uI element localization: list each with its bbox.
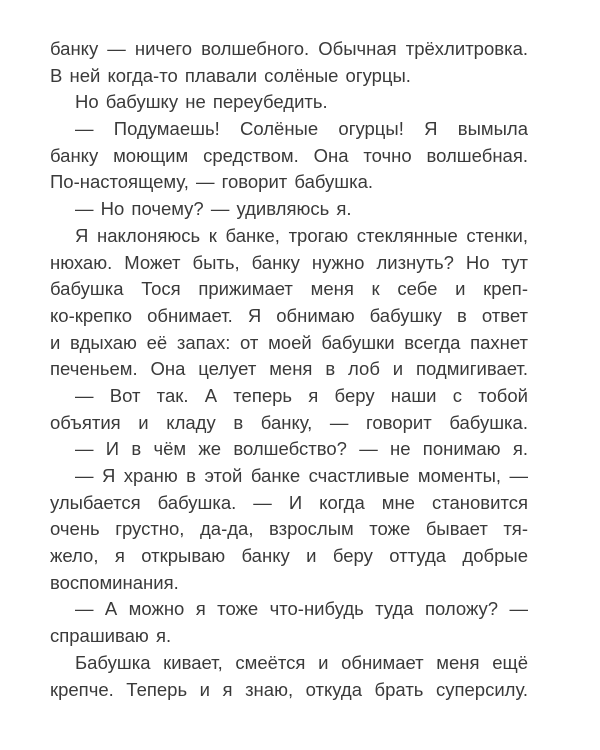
text-line: улыбается бабушка. — И когда мне становится xyxy=(50,491,528,513)
text-line: банку — ничего волшебного. Обычная трёхлитровка. xyxy=(50,38,528,59)
text-line: — И в чём же волшебство? — не понимаю я. xyxy=(75,438,528,460)
text-line: банку моющим средством. Она точно волшебная. xyxy=(50,144,528,166)
text-line: В ней когда-то плавали солёные огурцы. xyxy=(50,64,411,86)
text-line: и вдыхаю её запах: от моей бабушки всегда пахнет xyxy=(50,331,528,353)
text-line: — Подумаешь! Солёные огурцы! Я вымыла xyxy=(75,118,528,140)
text-line: ко-крепко обнимает. Я обнимаю бабушку в ответ xyxy=(50,304,528,326)
text-line: спрашиваю я. xyxy=(50,625,172,647)
text-line: объятия и кладу в банку, — говорит бабушка. xyxy=(50,411,528,433)
text-line: — Но почему? — удивляюсь я. xyxy=(75,198,352,220)
text-line: — Вот так. А теперь я беру наши с тобой xyxy=(75,384,528,406)
text-line: жело, я открываю банку и беру оттуда добрые xyxy=(50,545,528,567)
text-line: очень грустно, да-да, взрослым тоже бывает тя- xyxy=(50,518,528,540)
book-page-text xyxy=(50,36,528,703)
text-line: воспоминания. xyxy=(50,571,179,593)
text-line: печеньем. Она целует меня в лоб и подмигивает. xyxy=(50,358,528,380)
text-line: Я наклоняюсь к банке, трогаю стеклянные стенки, xyxy=(75,224,528,246)
text-line: крепче. Теперь и я знаю, откуда брать суперсилу. xyxy=(50,678,528,700)
text-line: — Я храню в этой банке счастливые моменты, — xyxy=(75,465,528,486)
text-line: — А можно я тоже что-нибудь туда положу? — xyxy=(75,598,528,620)
text-line: Но бабушку не переубедить. xyxy=(75,91,328,113)
text-line: По-настоящему, — говорит бабушка. xyxy=(50,171,374,193)
text-line: бабушка Тося прижимает меня к себе и креп- xyxy=(50,278,528,300)
text-line: нюхаю. Может быть, банку нужно лизнуть? Но тут xyxy=(50,251,528,273)
text-line: Бабушка кивает, смеётся и обнимает меня ещё xyxy=(75,651,528,673)
